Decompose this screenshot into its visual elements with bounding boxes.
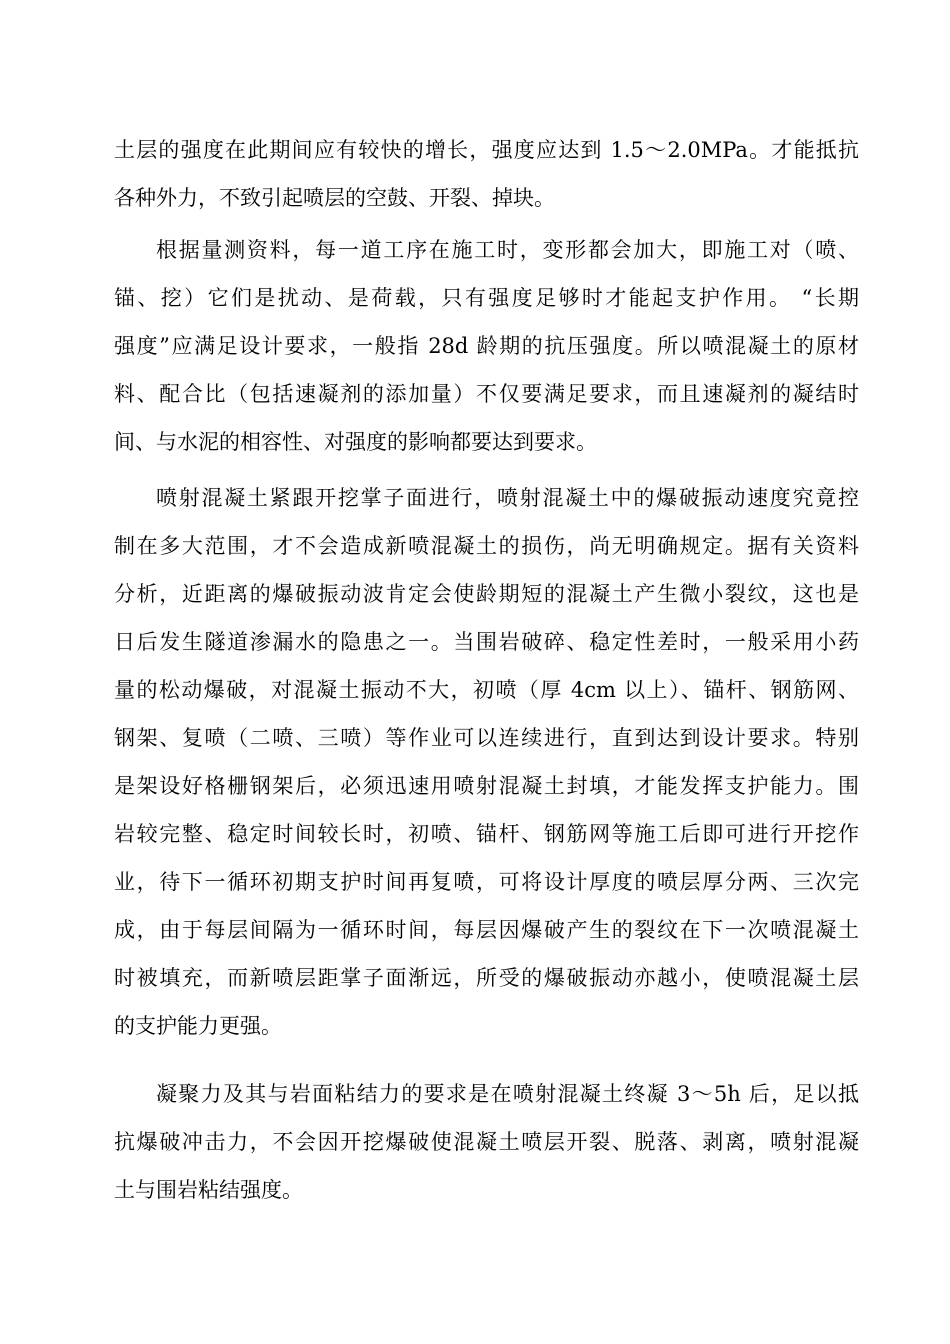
text-line: 料、配合比（包括速凝剂的添加量）不仅要满足要求，而且速凝剂的凝结时	[114, 382, 859, 406]
text-line: 根据量测资料，每一道工序在施工时，变形都会加大，即施工对（喷、	[156, 238, 859, 262]
text-line: 分析，近距离的爆破振动波肯定会使龄期短的混凝土产生微小裂纹，这也是	[114, 582, 859, 606]
text-line: 时被填充，而新喷层距掌子面渐远，所受的爆破振动亦越小，使喷混凝土层	[114, 966, 859, 990]
text-line: 锚、挖）它们是扰动、是荷载，只有强度足够时才能起支护作用。 “长期	[114, 286, 859, 310]
text-line: 制在多大范围，才不会造成新喷混凝土的损伤，尚无明确规定。据有关资料	[114, 534, 859, 558]
paragraph-1	[114, 126, 859, 222]
text-line: 抗爆破冲击力，不会因开挖爆破使混凝土喷层开裂、脱落、剥离，喷射混凝	[114, 1130, 859, 1154]
text-line: 强度”应满足设计要求，一般指 28d 龄期的抗压强度。所以喷混凝土的原材	[114, 334, 859, 358]
text-line: 土与围岩粘结强度。	[114, 1178, 303, 1202]
paragraph-3	[114, 474, 859, 1050]
paragraph-2	[114, 226, 859, 466]
text-line: 各种外力，不致引起喷层的空鼓、开裂、掉块。	[114, 186, 555, 210]
text-line: 是架设好格栅钢架后，必须迅速用喷射混凝土封填，才能发挥支护能力。围	[114, 774, 859, 798]
text-line: 钢架、复喷（二喷、三喷）等作业可以连续进行，直到达到设计要求。特别	[114, 726, 859, 750]
text-line: 业，待下一循环初期支护时间再复喷，可将设计厚度的喷层厚分两、三次完	[114, 870, 859, 894]
text-line: 间、与水泥的相容性、对强度的影响都要达到要求。	[114, 430, 597, 454]
text-line: 的支护能力更强。	[114, 1014, 282, 1038]
text-line: 土层的强度在此期间应有较快的增长，强度应达到 1.5～2.0MPa。才能抵抗	[114, 138, 859, 162]
text-line: 成，由于每层间隔为一循环时间，每层因爆破产生的裂纹在下一次喷混凝土	[114, 918, 859, 942]
text-line: 凝聚力及其与岩面粘结力的要求是在喷射混凝土终凝 3～5h 后，足以抵	[156, 1082, 859, 1106]
text-line: 量的松动爆破，对混凝土振动不大，初喷（厚 4cm 以上）、锚杆、钢筋网、	[114, 678, 859, 702]
text-line: 日后发生隧道渗漏水的隐患之一。当围岩破碎、稳定性差时，一般采用小药	[114, 630, 859, 654]
text-line: 喷射混凝土紧跟开挖掌子面进行，喷射混凝土中的爆破振动速度究竟控	[156, 486, 859, 510]
paragraph-4	[114, 1070, 859, 1214]
text-line: 岩较完整、稳定时间较长时，初喷、锚杆、钢筋网等施工后即可进行开挖作	[114, 822, 859, 846]
